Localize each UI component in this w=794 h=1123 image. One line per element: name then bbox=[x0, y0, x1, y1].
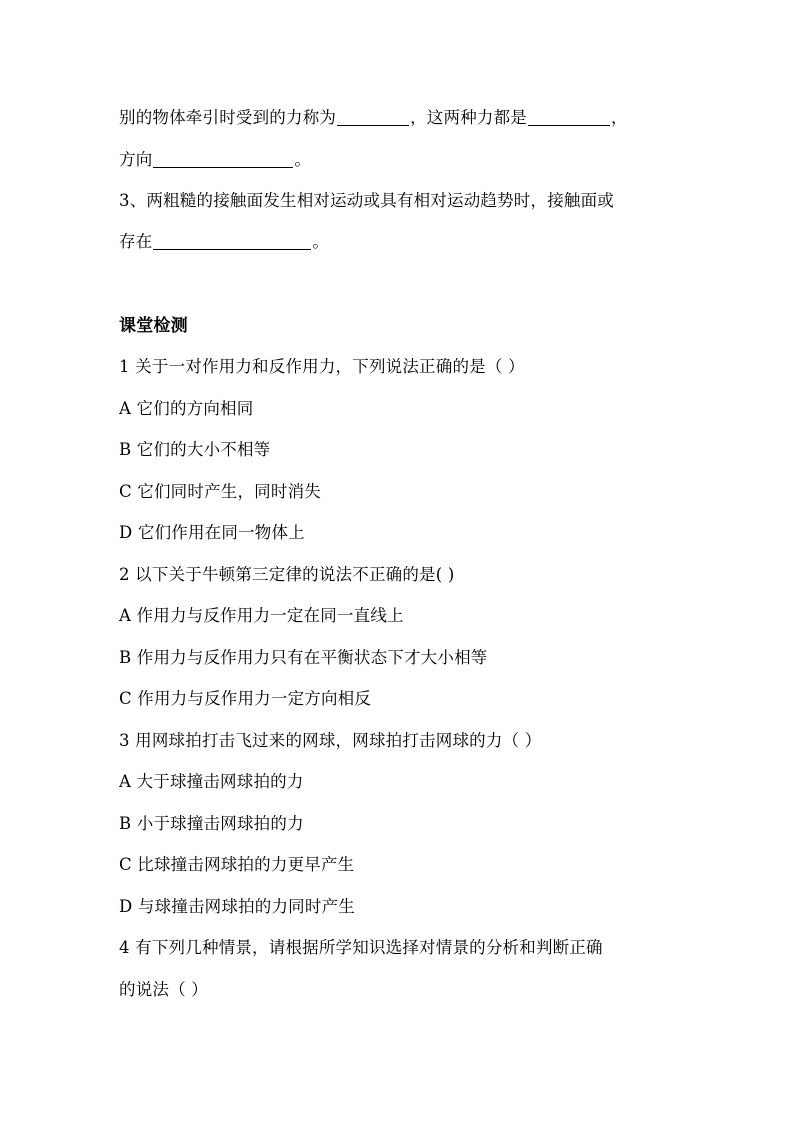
intro-text: 。 bbox=[294, 150, 312, 169]
question-3-option-d: D 与球撞击网球拍的力同时产生 bbox=[119, 897, 355, 916]
question-3-option-b: B 小于球撞击网球拍的力 bbox=[119, 814, 304, 833]
intro-line-2 bbox=[119, 148, 311, 172]
intro-text: 存在 bbox=[119, 232, 153, 251]
question-2-option-c: C 作用力与反作用力一定方向相反 bbox=[119, 689, 372, 708]
intro-text: ，这两种力都是 bbox=[410, 108, 528, 127]
intro-text: 。 bbox=[312, 232, 330, 251]
intro-item-3-line-2 bbox=[119, 230, 329, 254]
intro-text: 别的物体牵引时受到的力称为 bbox=[119, 108, 337, 127]
question-1-option-d: D 它们作用在同一物体上 bbox=[119, 523, 305, 542]
intro-text: 方向 bbox=[119, 150, 153, 169]
question-2-option-b: B 作用力与反作用力只有在平衡状态下才大小相等 bbox=[119, 648, 488, 667]
intro-item-3-line-1: 3、两粗糙的接触面发生相对运动或具有相对运动趋势时，接触面或 bbox=[119, 191, 614, 210]
section-title: 课堂检测 bbox=[119, 316, 188, 336]
intro-line-1 bbox=[119, 106, 628, 130]
intro-text: ， bbox=[611, 108, 628, 127]
question-1-option-c: C 它们同时产生，同时消失 bbox=[119, 482, 321, 501]
question-4-stem-line-1: 4 有下列几种情景，请根据所学知识选择对情景的分析和判断正确 bbox=[119, 938, 603, 957]
fill-blank[interactable] bbox=[153, 151, 293, 168]
question-1-option-b: B 它们的大小不相等 bbox=[119, 440, 271, 459]
question-3-stem: 3 用网球拍打击飞过来的网球，网球拍打击网球的力（ ） bbox=[119, 731, 542, 750]
question-1-stem: 1 关于一对作用力和反作用力，下列说法正确的是（ ） bbox=[119, 357, 525, 376]
fill-blank[interactable] bbox=[153, 233, 311, 250]
document-page bbox=[119, 0, 719, 1123]
question-3-option-c: C 比球撞击网球拍的力更早产生 bbox=[119, 855, 355, 874]
fill-blank[interactable] bbox=[337, 109, 409, 126]
question-3-option-a: A 大于球撞击网球拍的力 bbox=[119, 772, 304, 791]
question-4-stem-line-2: 的说法（ ） bbox=[119, 980, 208, 999]
fill-blank[interactable] bbox=[528, 109, 610, 126]
question-2-option-a: A 作用力与反作用力一定在同一直线上 bbox=[119, 606, 404, 625]
question-1-option-a: A 它们的方向相同 bbox=[119, 399, 254, 418]
question-2-stem: 2 以下关于牛顿第三定律的说法不正确的是( ) bbox=[119, 565, 455, 584]
